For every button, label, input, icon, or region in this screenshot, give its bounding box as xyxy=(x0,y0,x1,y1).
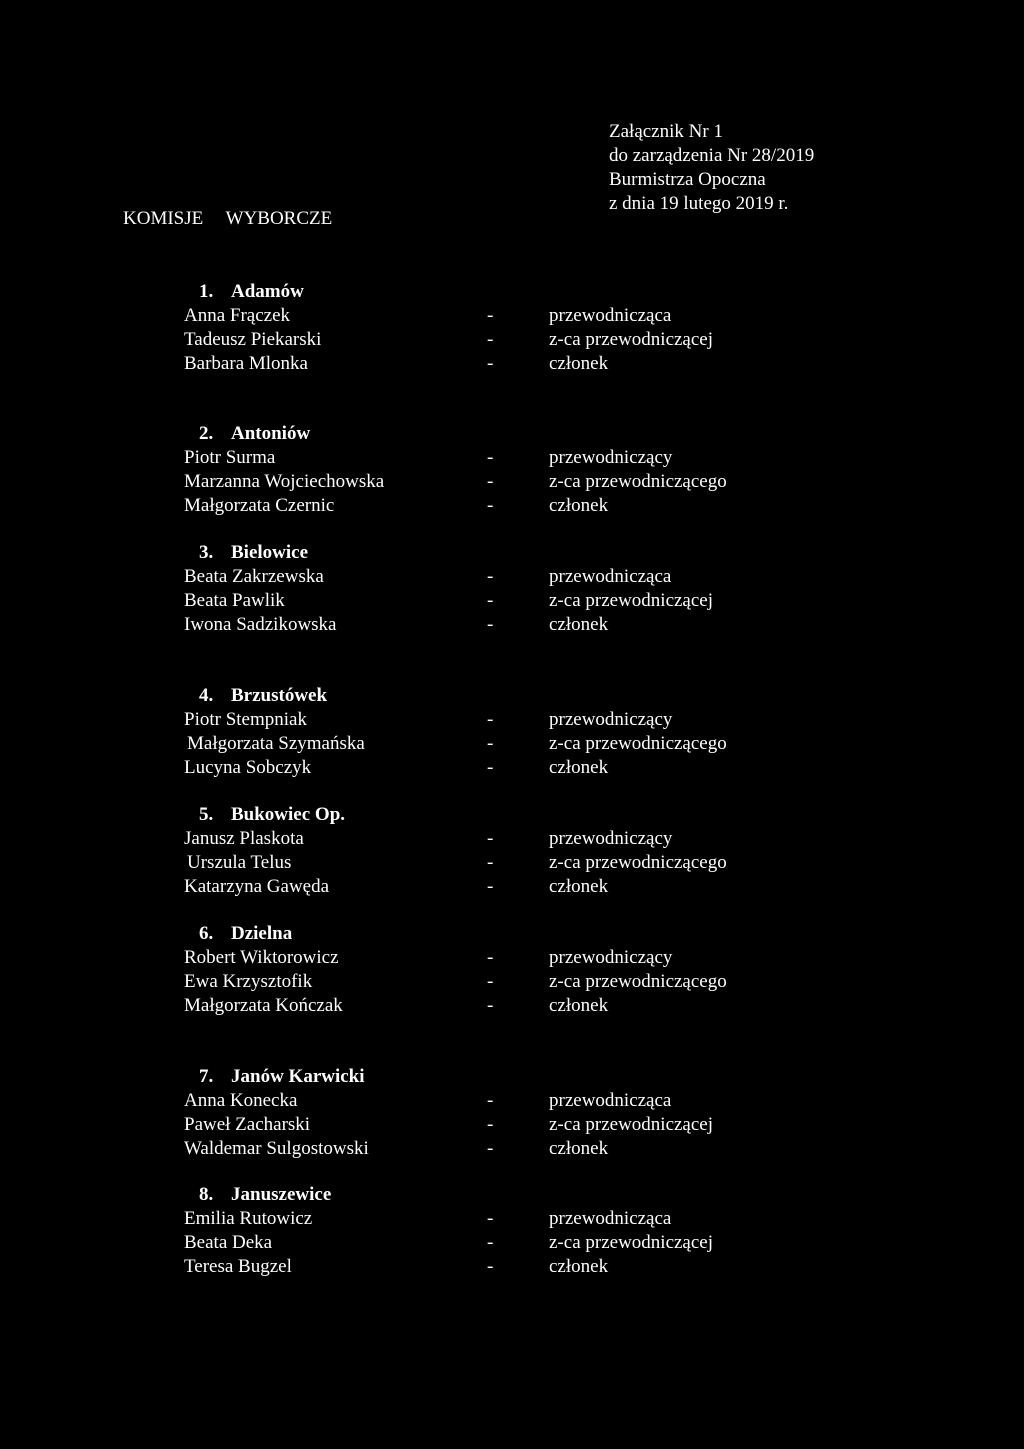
member-row xyxy=(0,304,1024,328)
attachment-line: z dnia 19 lutego 2019 r. xyxy=(609,193,789,214)
commission-place: Janów Karwicki xyxy=(231,1066,365,1087)
member-role: z-ca przewodniczącej xyxy=(549,590,714,611)
member-name: Iwona Sadzikowska xyxy=(184,614,337,635)
commission-heading xyxy=(0,1065,1024,1089)
member-row xyxy=(0,494,1024,518)
member-dash: - xyxy=(487,828,494,849)
member-dash: - xyxy=(487,947,494,968)
member-role: członek xyxy=(549,995,609,1016)
commission-section xyxy=(0,684,1024,780)
commission-heading xyxy=(0,684,1024,708)
member-dash: - xyxy=(487,1208,494,1229)
commission-place: Bukowiec Op. xyxy=(231,804,346,825)
member-name: Marzanna Wojciechowska xyxy=(184,471,385,492)
member-role: przewodnicząca xyxy=(549,1090,672,1111)
member-dash: - xyxy=(487,1138,494,1159)
commission-number: 1. xyxy=(199,281,214,302)
member-dash: - xyxy=(487,876,494,897)
attachment-line: Burmistrza Opoczna xyxy=(609,169,766,190)
member-row xyxy=(0,1207,1024,1231)
member-name: Katarzyna Gawęda xyxy=(184,876,330,897)
member-name: Janusz Plaskota xyxy=(184,828,304,849)
member-role: członek xyxy=(549,1138,609,1159)
member-row xyxy=(0,352,1024,376)
member-name: Anna Frączek xyxy=(184,305,291,326)
member-row xyxy=(0,732,1024,756)
member-dash: - xyxy=(487,1114,494,1135)
commission-place: Antoniów xyxy=(231,423,311,444)
member-dash: - xyxy=(487,305,494,326)
member-dash: - xyxy=(487,733,494,754)
commission-heading xyxy=(0,922,1024,946)
member-name: Urszula Telus xyxy=(187,852,292,873)
commission-number: 3. xyxy=(199,542,214,563)
member-row xyxy=(0,446,1024,470)
member-row xyxy=(0,1089,1024,1113)
commission-section xyxy=(0,541,1024,637)
member-name: Małgorzata Czernic xyxy=(184,495,335,516)
member-name: Małgorzata Szymańska xyxy=(187,733,365,754)
commission-heading xyxy=(0,280,1024,304)
member-row xyxy=(0,1137,1024,1161)
commission-section xyxy=(0,1183,1024,1279)
member-dash: - xyxy=(487,852,494,873)
member-dash: - xyxy=(487,614,494,635)
member-role: członek xyxy=(549,757,609,778)
member-dash: - xyxy=(487,495,494,516)
member-role: przewodniczący xyxy=(549,447,673,468)
member-role: z-ca przewodniczącej xyxy=(549,1232,714,1253)
commission-heading xyxy=(0,1183,1024,1207)
member-dash: - xyxy=(487,566,494,587)
member-role: z-ca przewodniczącego xyxy=(549,852,727,873)
commission-number: 4. xyxy=(199,685,214,706)
member-row xyxy=(0,994,1024,1018)
member-name: Paweł Zacharski xyxy=(184,1114,311,1135)
member-row xyxy=(0,851,1024,875)
member-role: przewodniczący xyxy=(549,947,673,968)
member-role: członek xyxy=(549,495,609,516)
member-role: członek xyxy=(549,876,609,897)
member-role: z-ca przewodniczącego xyxy=(549,471,727,492)
member-dash: - xyxy=(487,1256,494,1277)
document-title: KOMISJE WYBORCZE xyxy=(123,208,333,229)
member-row xyxy=(0,565,1024,589)
commission-place: Dzielna xyxy=(231,923,293,944)
member-row xyxy=(0,756,1024,780)
member-name: Piotr Stempniak xyxy=(184,709,307,730)
member-name: Beata Pawlik xyxy=(184,590,285,611)
member-row xyxy=(0,827,1024,851)
member-row xyxy=(0,613,1024,637)
member-role: z-ca przewodniczącej xyxy=(549,329,714,350)
member-role: przewodniczący xyxy=(549,709,673,730)
commission-number: 5. xyxy=(199,804,214,825)
member-dash: - xyxy=(487,757,494,778)
commission-section xyxy=(0,280,1024,376)
member-row xyxy=(0,1113,1024,1137)
member-name: Waldemar Sulgostowski xyxy=(184,1138,369,1159)
member-dash: - xyxy=(487,971,494,992)
member-name: Beata Deka xyxy=(184,1232,273,1253)
member-dash: - xyxy=(487,1232,494,1253)
member-role: przewodniczący xyxy=(549,828,673,849)
member-name: Emilia Rutowicz xyxy=(184,1208,313,1229)
attachment-line: do zarządzenia Nr 28/2019 xyxy=(609,145,815,166)
member-role: członek xyxy=(549,353,609,374)
member-role: z-ca przewodniczącej xyxy=(549,1114,714,1135)
member-row xyxy=(0,1231,1024,1255)
member-name: Barbara Mlonka xyxy=(184,353,308,374)
commission-section xyxy=(0,1065,1024,1161)
member-role: z-ca przewodniczącego xyxy=(549,971,727,992)
commission-place: Januszewice xyxy=(231,1184,332,1205)
commission-number: 7. xyxy=(199,1066,214,1087)
member-row xyxy=(0,470,1024,494)
member-row xyxy=(0,946,1024,970)
commission-place: Brzustówek xyxy=(231,685,328,706)
member-row xyxy=(0,1255,1024,1279)
commission-number: 6. xyxy=(199,923,214,944)
member-row xyxy=(0,708,1024,732)
member-row xyxy=(0,589,1024,613)
member-role: z-ca przewodniczącego xyxy=(549,733,727,754)
member-name: Tadeusz Piekarski xyxy=(184,329,322,350)
member-name: Robert Wiktorowicz xyxy=(184,947,339,968)
member-role: przewodnicząca xyxy=(549,1208,672,1229)
member-role: członek xyxy=(549,614,609,635)
member-row xyxy=(0,328,1024,352)
commission-section xyxy=(0,803,1024,899)
commission-heading xyxy=(0,422,1024,446)
member-dash: - xyxy=(487,995,494,1016)
commission-number: 8. xyxy=(199,1184,214,1205)
member-dash: - xyxy=(487,329,494,350)
member-name: Małgorzata Kończak xyxy=(184,995,343,1016)
member-dash: - xyxy=(487,590,494,611)
commission-heading xyxy=(0,541,1024,565)
commission-place: Bielowice xyxy=(231,542,309,563)
commission-place: Adamów xyxy=(231,281,304,302)
member-dash: - xyxy=(487,1090,494,1111)
member-row xyxy=(0,970,1024,994)
commission-number: 2. xyxy=(199,423,214,444)
member-role: członek xyxy=(549,1256,609,1277)
commission-section xyxy=(0,922,1024,1018)
member-role: przewodnicząca xyxy=(549,305,672,326)
member-name: Beata Zakrzewska xyxy=(184,566,324,587)
member-name: Anna Konecka xyxy=(184,1090,298,1111)
member-dash: - xyxy=(487,353,494,374)
attachment-note xyxy=(609,120,814,216)
member-name: Ewa Krzysztofik xyxy=(184,971,313,992)
commission-section xyxy=(0,422,1024,518)
member-dash: - xyxy=(487,471,494,492)
member-dash: - xyxy=(487,447,494,468)
member-name: Lucyna Sobczyk xyxy=(184,757,312,778)
member-name: Teresa Bugzel xyxy=(184,1256,292,1277)
member-name: Piotr Surma xyxy=(184,447,276,468)
attachment-line: Załącznik Nr 1 xyxy=(609,121,723,142)
member-dash: - xyxy=(487,709,494,730)
commission-heading xyxy=(0,803,1024,827)
member-row xyxy=(0,875,1024,899)
member-role: przewodnicząca xyxy=(549,566,672,587)
